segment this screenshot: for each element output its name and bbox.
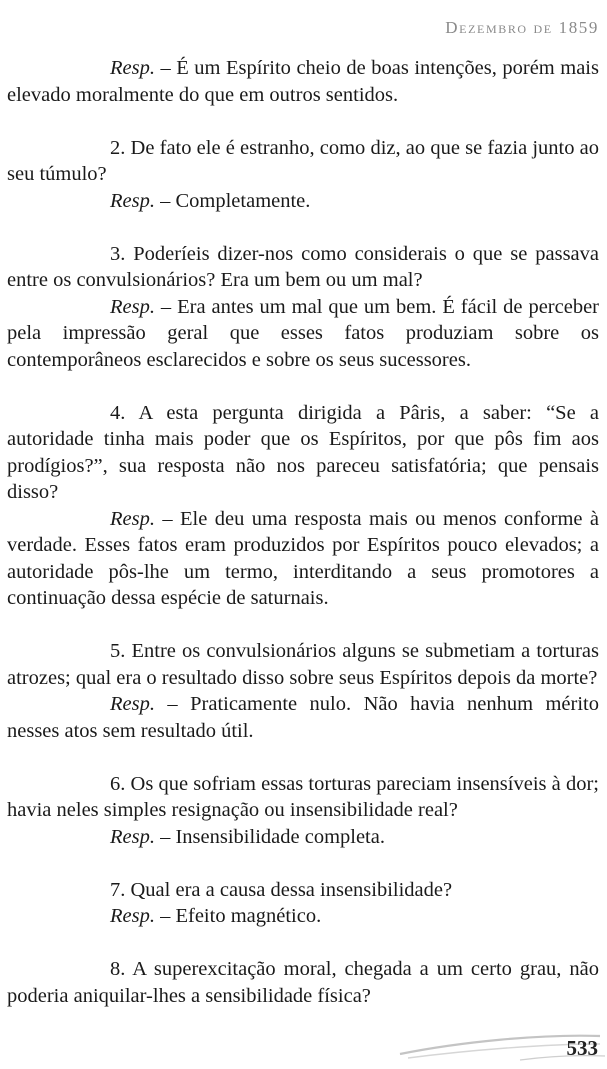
resp-label: Resp.	[110, 295, 155, 318]
page-footer	[0, 1022, 607, 1069]
answer-1	[7, 55, 599, 108]
answer-text: – Ele deu uma resposta mais ou menos conforme à verdade. Esses fatos eram produzidos por Espíritos pouco elevados; a autoridade pôs-lhe um termo, interditando a seus promotores a continuação dessa espécie de saturnais.	[7, 507, 599, 609]
answer-text: – É um Espírito cheio de boas intenções, porém mais elevado moralmente do que em outros sentidos.	[7, 57, 599, 106]
answer-5	[7, 691, 599, 744]
question-2: 2. De fato ele é estranho, como diz, ao que se fazia junto ao seu túmulo?	[7, 136, 599, 185]
answer-2	[7, 188, 599, 215]
question-8: 8. A superexcitação moral, chegada a um certo grau, não poderia aniquilar-lhes a sensibilidade física?	[7, 958, 599, 1007]
answer-text: – Completamente.	[154, 189, 311, 212]
resp-label: Resp.	[110, 693, 155, 715]
answer-3	[7, 294, 599, 374]
resp-label: Resp.	[110, 189, 155, 212]
question-7: 7. Qual era a causa dessa insensibilidade?	[110, 878, 453, 901]
resp-label: Resp.	[110, 507, 155, 530]
page-body	[7, 55, 599, 1009]
question-6: 6. Os que sofriam essas torturas pareciam insensíveis à dor; havia neles simples resignação ou insensibilidade real?	[7, 772, 599, 821]
page-number: 533	[566, 1036, 598, 1060]
answer-text: – Praticamente nulo. Não havia nenhum mérito nesses atos sem resultado útil.	[7, 693, 599, 742]
resp-label: Resp.	[110, 57, 155, 79]
question-4: 4. A esta pergunta dirigida a Pâris, a saber: “Se a autoridade tinha mais poder que os Espíritos, por que pôs fim aos prodígios?”, sua resposta não nos pareceu satisfatória; que pensais disso?	[7, 401, 599, 503]
resp-label: Resp.	[110, 905, 155, 927]
question-3: 3. Poderíeis dizer-nos como considerais o que se passava entre os convulsionários? Era um bem ou um mal?	[7, 242, 599, 291]
swoosh-ornament-icon	[0, 1022, 607, 1069]
resp-label: Resp.	[110, 825, 155, 848]
answer-text: – Era antes um mal que um bem. É fácil de perceber pela impressão geral que esses fatos produziam sobre os contemporâneos esclarecidos e sobre os seus sucessores.	[7, 295, 599, 371]
answer-7	[7, 903, 599, 930]
answer-text: – Insensibilidade completa.	[154, 825, 385, 848]
running-header: Dezembro de 1859	[445, 18, 599, 37]
answer-text: – Efeito magnético.	[154, 905, 322, 927]
question-5: 5. Entre os convulsionários alguns se submetiam a torturas atrozes; qual era o resultado disso sobre seus Espíritos depois da morte?	[7, 640, 599, 689]
answer-6	[7, 824, 599, 851]
answer-4	[7, 506, 599, 612]
